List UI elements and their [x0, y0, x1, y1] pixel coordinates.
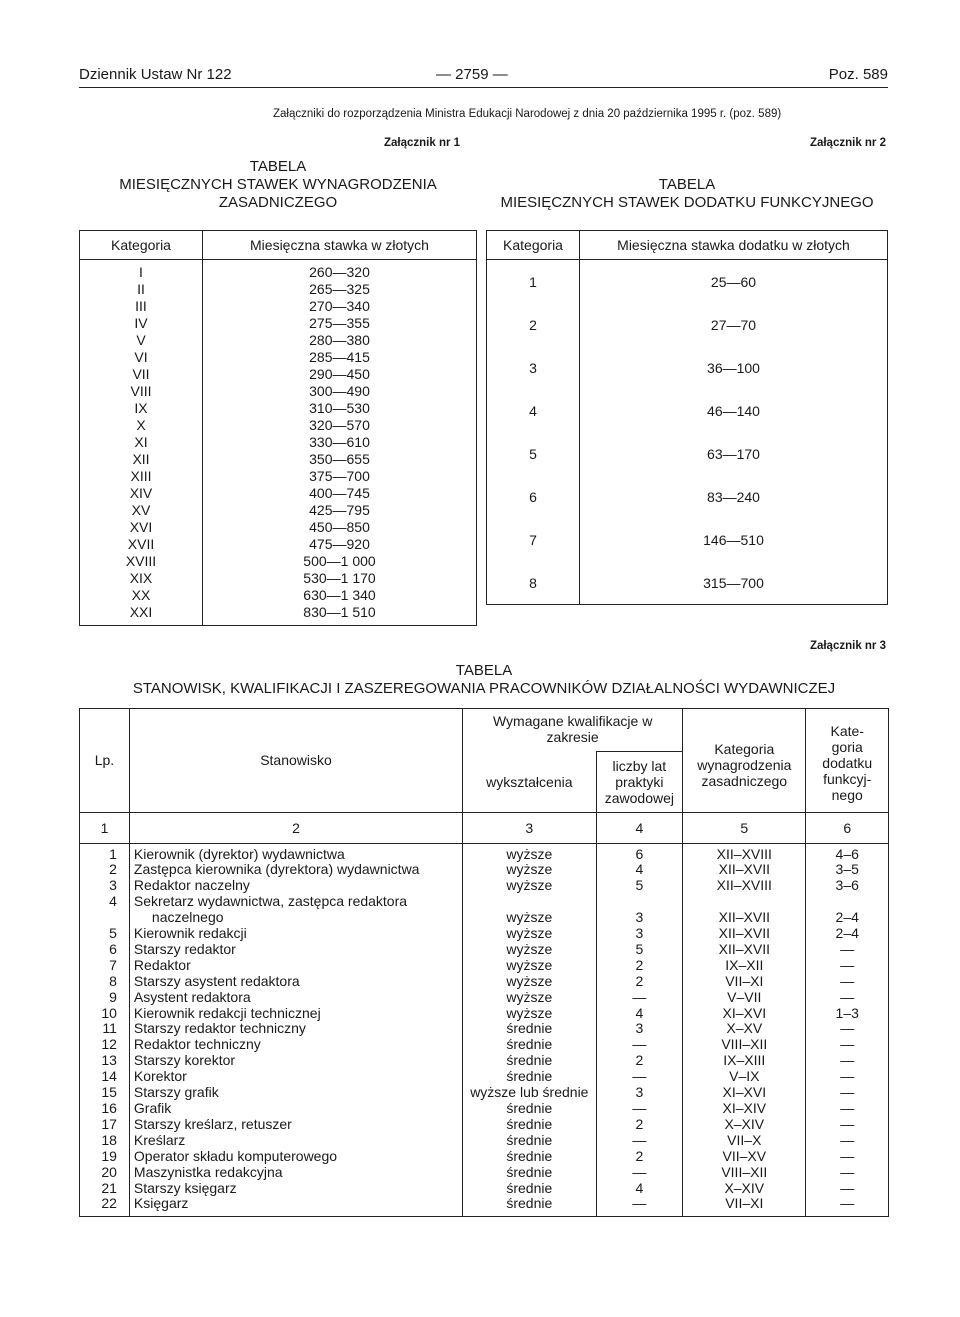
annex1-category: XXI — [80, 604, 203, 626]
annex3-praktyka: 5 — [596, 878, 683, 894]
annex3-praktyka: 6 — [596, 843, 683, 862]
table-row — [80, 604, 477, 626]
annex3-praktyka-line2: praktyki — [615, 773, 664, 790]
annex3-stanowisko: Kierownik (dyrektor) wydawnictwa — [129, 843, 462, 862]
table-row — [487, 561, 888, 605]
annex2-title-line2: MIESIĘCZNYCH STAWEK DODATKU FUNKCYJNEGO — [500, 194, 874, 211]
annex3-stanowisko: Starszy kreślarz, retuszer — [129, 1117, 462, 1133]
journal-title: Dziennik Ustaw Nr 122 — [79, 66, 232, 83]
annex3-stanowisko: Kierownik redakcji technicznej — [129, 1006, 462, 1022]
annex3-praktyka: 4 — [596, 1006, 683, 1022]
table-row — [487, 475, 888, 518]
table-row — [80, 451, 477, 468]
annex3-col-stanowisko: Stanowisko — [129, 709, 462, 813]
annex3-col-kat-dod — [806, 709, 889, 813]
annex1-category: VI — [80, 349, 203, 366]
annex3-lp: 1 — [80, 843, 130, 862]
annex1-rate: 350—655 — [203, 451, 477, 468]
annex3-label: Załącznik nr 3 — [809, 640, 886, 652]
annex3-wyksztalcenie: wyższe — [463, 974, 596, 990]
annex3-lp: 17 — [80, 1117, 130, 1133]
annex1-rate: 830—1 510 — [203, 604, 477, 626]
table-row — [80, 502, 477, 519]
annex2-category: 5 — [487, 432, 580, 475]
annex3-praktyka: — — [596, 1196, 683, 1216]
annex1-rate: 475—920 — [203, 536, 477, 553]
annex3-kat-wyn: X–XIV — [683, 1181, 806, 1197]
annex3-lp: 20 — [80, 1165, 130, 1181]
table-row — [80, 1117, 889, 1133]
annex3-kwalifikacje-line2: zakresie — [546, 729, 599, 745]
annex3-stanowisko: Starszy grafik — [129, 1085, 462, 1101]
annex1-category: VIII — [80, 383, 203, 400]
annex1-category: XI — [80, 434, 203, 451]
table-row — [80, 1181, 889, 1197]
annex3-lp: 4 — [80, 894, 130, 910]
annex3-lp: 11 — [80, 1021, 130, 1037]
annex3-colnum: 5 — [683, 812, 806, 843]
annex1-rate: 260—320 — [203, 260, 477, 282]
annex3-kat-wyn: XI–XIV — [683, 1101, 806, 1117]
table-row — [80, 894, 889, 910]
table-row — [487, 260, 888, 304]
annex2-rate: 83—240 — [580, 475, 888, 518]
table-row — [80, 434, 477, 451]
annex3-kat-wyn: XII–XVIII — [683, 843, 806, 862]
annex3-kat-wyn: XII–XVIII — [683, 878, 806, 894]
annex3-kat-dod: — — [806, 1069, 889, 1085]
annex3-praktyka: 2 — [596, 1053, 683, 1069]
annex3-kat-wyn: IX–XIII — [683, 1053, 806, 1069]
annex3-wyksztalcenie: wyższe — [463, 878, 596, 894]
annex3-colnum: 2 — [129, 812, 462, 843]
annex1-rate: 310—530 — [203, 400, 477, 417]
annex3-wyksztalcenie: średnie — [463, 1196, 596, 1216]
annex3-title-line2: STANOWISK, KWALIFIKACJI I ZASZEREGOWANIA PRACOWNIKÓW DZIAŁALNOŚCI WYDAWNICZEJ — [132, 680, 836, 697]
table-row — [487, 518, 888, 561]
annex2-rate: 25—60 — [580, 260, 888, 304]
annex1-title-line3: ZASADNICZEGO — [218, 194, 338, 211]
table-row — [80, 417, 477, 434]
annex3-col-praktyka — [596, 752, 683, 813]
table-row — [487, 303, 888, 346]
annex3-kat-wyn: VII–X — [683, 1133, 806, 1149]
annex3-kat-wyn: VIII–XII — [683, 1037, 806, 1053]
empty-cell — [463, 894, 596, 910]
annex1-category: XVIII — [80, 553, 203, 570]
annex3-wyksztalcenie: średnie — [463, 1165, 596, 1181]
annex3-praktyka: 3 — [596, 1021, 683, 1037]
annex3-praktyka: — — [596, 1101, 683, 1117]
annex3-stanowisko: Sekretarz wydawnictwa, zastępca redaktora — [129, 894, 462, 910]
table-row — [80, 468, 477, 485]
annex2-category: 7 — [487, 518, 580, 561]
annex3-lp: 2 — [80, 862, 130, 878]
annex3-kat-dod: — — [806, 1196, 889, 1216]
table-row — [80, 878, 889, 894]
table-row — [80, 366, 477, 383]
annex3-col-kat-wyn — [683, 709, 806, 813]
annex3-kat-wyn: XII–XVII — [683, 910, 806, 926]
annex2-table — [486, 230, 888, 605]
annex2-rate: 46—140 — [580, 389, 888, 432]
annex3-kat-dod: — — [806, 1133, 889, 1149]
annex3-kat-dod: 3–5 — [806, 862, 889, 878]
annex2-rate: 27—70 — [580, 303, 888, 346]
annex3-kat-dod: — — [806, 1117, 889, 1133]
annex3-kat-dod: 2–4 — [806, 926, 889, 942]
annex3-title — [79, 662, 889, 698]
annex3-lp: 18 — [80, 1133, 130, 1149]
table-row — [80, 485, 477, 502]
annex3-kat-wyn: IX–XII — [683, 958, 806, 974]
empty-cell — [683, 894, 806, 910]
annex3-wyksztalcenie: średnie — [463, 1149, 596, 1165]
annex3-stanowisko: Korektor — [129, 1069, 462, 1085]
annex3-kat-dod-line1: Kate- — [830, 723, 864, 740]
annex3-kat-dod: — — [806, 1021, 889, 1037]
annex1-col-rate: Miesięczna stawka w złotych — [203, 231, 477, 260]
annex3-colnum: 1 — [80, 812, 130, 843]
annex3-stanowisko: Maszynistka redakcyjna — [129, 1165, 462, 1181]
table-row — [487, 432, 888, 475]
annex3-kat-dod: — — [806, 958, 889, 974]
table-row — [80, 1196, 889, 1216]
table-row — [80, 400, 477, 417]
annex3-praktyka: 2 — [596, 974, 683, 990]
position-number: Poz. 589 — [828, 66, 888, 83]
annex1-category: IX — [80, 400, 203, 417]
table-row — [80, 926, 889, 942]
annex3-kat-dod: 3–6 — [806, 878, 889, 894]
annex3-praktyka-line1: liczby lat — [612, 757, 667, 774]
annex3-stanowisko: Starszy korektor — [129, 1053, 462, 1069]
annex3-kat-dod: — — [806, 990, 889, 1006]
annex1-rate: 425—795 — [203, 502, 477, 519]
annex3-lp: 16 — [80, 1101, 130, 1117]
annex3-kat-wyn: XI–XVI — [683, 1085, 806, 1101]
annex3-col-wyksztalcenia: wykształcenia — [463, 752, 596, 813]
annex3-kat-wyn: XI–XVI — [683, 1006, 806, 1022]
annex1-rate: 290—450 — [203, 366, 477, 383]
annex3-wyksztalcenie: wyższe — [463, 910, 596, 926]
annex3-lp: 22 — [80, 1196, 130, 1216]
annex3-col-kwalifikacje — [463, 709, 683, 752]
annex3-table — [79, 708, 889, 1217]
table-row — [80, 383, 477, 400]
annex3-kat-dod: 1–3 — [806, 1006, 889, 1022]
annex3-lp: 10 — [80, 1006, 130, 1022]
annex1-table — [79, 230, 477, 626]
table-row — [80, 910, 889, 926]
annex3-stanowisko: Redaktor techniczny — [129, 1037, 462, 1053]
table-row — [80, 349, 477, 366]
annex3-kat-dod: — — [806, 1101, 889, 1117]
annex3-kat-dod: 2–4 — [806, 910, 889, 926]
annex3-kat-dod-line4: funkcyj- — [823, 771, 872, 788]
annex3-wyksztalcenie: średnie — [463, 1069, 596, 1085]
annex1-category: XVI — [80, 519, 203, 536]
annex3-kat-wyn: VII–XV — [683, 1149, 806, 1165]
annex3-kwalifikacje-line1: Wymagane kwalifikacje w — [492, 713, 653, 729]
annex1-category: VII — [80, 366, 203, 383]
annex3-lp: 7 — [80, 958, 130, 974]
annex2-rate: 315—700 — [580, 561, 888, 605]
annex3-kat-wyn: X–XIV — [683, 1117, 806, 1133]
annex2-category: 3 — [487, 346, 580, 389]
annex2-col-category: Kategoria — [487, 231, 580, 260]
table-row — [80, 1006, 889, 1022]
annex3-praktyka: 3 — [596, 910, 683, 926]
annex3-wyksztalcenie: wyższe lub średnie — [463, 1085, 596, 1101]
annex3-kat-dod: — — [806, 1085, 889, 1101]
annex3-kat-wyn: VII–XI — [683, 1196, 806, 1216]
annex3-wyksztalcenie: wyższe — [463, 843, 596, 862]
annex3-stanowisko: Asystent redaktora — [129, 990, 462, 1006]
annex3-wyksztalcenie: wyższe — [463, 942, 596, 958]
annex3-praktyka: 3 — [596, 926, 683, 942]
annex3-kat-dod: 4–6 — [806, 843, 889, 862]
annex3-praktyka: — — [596, 1165, 683, 1181]
annex3-wyksztalcenie: średnie — [463, 1053, 596, 1069]
table-row — [80, 974, 889, 990]
annex3-kat-wyn: VII–XI — [683, 974, 806, 990]
annex3-wyksztalcenie: wyższe — [463, 862, 596, 878]
annex2-title — [486, 176, 888, 212]
table-row — [80, 587, 477, 604]
table-row — [80, 1021, 889, 1037]
annex3-kat-wyn: V–IX — [683, 1069, 806, 1085]
table-row — [80, 553, 477, 570]
annex3-kat-wyn: V–VII — [683, 990, 806, 1006]
annex3-stanowisko: Kreślarz — [129, 1133, 462, 1149]
annex1-rate: 630—1 340 — [203, 587, 477, 604]
table-row — [80, 281, 477, 298]
annex3-praktyka: 3 — [596, 1085, 683, 1101]
annex2-rate: 36—100 — [580, 346, 888, 389]
annex1-category: X — [80, 417, 203, 434]
annex3-stanowisko: Księgarz — [129, 1196, 462, 1216]
annex1-category: V — [80, 332, 203, 349]
annex3-stanowisko: Starszy księgarz — [129, 1181, 462, 1197]
table-row — [80, 942, 889, 958]
table-row — [80, 315, 477, 332]
annex3-praktyka: 2 — [596, 958, 683, 974]
table-row — [80, 1149, 889, 1165]
page-number: — 2759 — — [436, 66, 508, 83]
annex3-colnum: 6 — [806, 812, 889, 843]
table-row — [80, 519, 477, 536]
annex1-category: XIII — [80, 468, 203, 485]
annex3-colnum: 4 — [596, 812, 683, 843]
annex3-stanowisko: Starszy asystent redaktora — [129, 974, 462, 990]
annex3-lp: 8 — [80, 974, 130, 990]
annex3-wyksztalcenie: wyższe — [463, 1006, 596, 1022]
annex3-praktyka: 2 — [596, 1149, 683, 1165]
annex1-category: III — [80, 298, 203, 315]
table-row — [80, 1101, 889, 1117]
annex2-category: 1 — [487, 260, 580, 304]
annex1-title — [79, 158, 477, 212]
annex1-rate: 375—700 — [203, 468, 477, 485]
annex3-col-lp: Lp. — [80, 709, 130, 813]
annex3-wyksztalcenie: wyższe — [463, 958, 596, 974]
annex3-kat-dod: — — [806, 1181, 889, 1197]
annex3-stanowisko: Starszy redaktor — [129, 942, 462, 958]
annex3-praktyka: 5 — [596, 942, 683, 958]
annex3-kat-wyn-line1: Kategoria — [714, 741, 775, 758]
annex1-category: IV — [80, 315, 203, 332]
annex3-lp: 6 — [80, 942, 130, 958]
table-row — [80, 536, 477, 553]
annex3-kat-dod: — — [806, 974, 889, 990]
annex3-title-line1: TABELA — [455, 662, 513, 679]
annex3-praktyka: 2 — [596, 1117, 683, 1133]
annex3-wyksztalcenie: wyższe — [463, 926, 596, 942]
empty-cell — [806, 894, 889, 910]
annex2-category: 6 — [487, 475, 580, 518]
table-row — [80, 332, 477, 349]
annex3-stanowisko: Redaktor naczelny — [129, 878, 462, 894]
annex1-category: XIV — [80, 485, 203, 502]
annex3-wyksztalcenie: średnie — [463, 1181, 596, 1197]
annex1-category: XX — [80, 587, 203, 604]
annex1-rate: 450—850 — [203, 519, 477, 536]
annex3-kat-wyn: XII–XVII — [683, 942, 806, 958]
table-row — [487, 389, 888, 432]
annex3-praktyka: — — [596, 1133, 683, 1149]
header-rule — [79, 87, 888, 88]
annex1-rate: 530—1 170 — [203, 570, 477, 587]
annex1-col-category: Kategoria — [80, 231, 203, 260]
annex3-kat-dod: — — [806, 1053, 889, 1069]
annex3-wyksztalcenie: wyższe — [463, 990, 596, 1006]
annex3-lp: 15 — [80, 1085, 130, 1101]
annex1-category: II — [80, 281, 203, 298]
annex2-rate: 146—510 — [580, 518, 888, 561]
annex1-title-line2: MIESIĘCZNYCH STAWEK WYNAGRODZENIA — [119, 176, 437, 193]
annex1-category: XVII — [80, 536, 203, 553]
empty-cell — [596, 894, 683, 910]
annex3-colnum: 3 — [463, 812, 596, 843]
annex1-rate: 265—325 — [203, 281, 477, 298]
annex3-lp: 9 — [80, 990, 130, 1006]
annex3-kat-dod: — — [806, 1149, 889, 1165]
annex1-rate: 270—340 — [203, 298, 477, 315]
annex1-label: Załącznik nr 1 — [384, 137, 461, 149]
annex3-lp: 12 — [80, 1037, 130, 1053]
annex3-lp: 13 — [80, 1053, 130, 1069]
annex1-category: XV — [80, 502, 203, 519]
table-row — [80, 298, 477, 315]
annex3-kat-wyn: X–XV — [683, 1021, 806, 1037]
annex3-praktyka: 4 — [596, 1181, 683, 1197]
table-row — [80, 1053, 889, 1069]
table-row — [80, 1085, 889, 1101]
annex1-rate: 320—570 — [203, 417, 477, 434]
annex3-lp: 14 — [80, 1069, 130, 1085]
annex3-kat-dod: — — [806, 942, 889, 958]
annex3-kat-dod-line2: goria — [831, 739, 863, 756]
annex1-rate: 500—1 000 — [203, 553, 477, 570]
annex2-category: 4 — [487, 389, 580, 432]
annex3-kat-wyn-line2: wynagrodzenia — [697, 757, 792, 774]
regulation-note: Załączniki do rozporządzenia Ministra Edukacji Narodowej z dnia 20 października 1995 r. (poz. 589) — [273, 108, 782, 120]
table-row — [80, 1069, 889, 1085]
annex3-wyksztalcenie: średnie — [463, 1133, 596, 1149]
annex2-label: Załącznik nr 2 — [809, 137, 886, 149]
table-row — [80, 862, 889, 878]
annex1-category: XII — [80, 451, 203, 468]
annex3-wyksztalcenie: średnie — [463, 1101, 596, 1117]
annex1-category: I — [80, 260, 203, 282]
annex3-lp: 3 — [80, 878, 130, 894]
table-row — [80, 958, 889, 974]
annex1-category: XIX — [80, 570, 203, 587]
annex3-praktyka-line3: zawodowej — [604, 789, 674, 806]
annex3-lp: 19 — [80, 1149, 130, 1165]
annex1-rate: 400—745 — [203, 485, 477, 502]
annex1-title-line1: TABELA — [249, 158, 307, 175]
annex3-stanowisko: Operator składu komputerowego — [129, 1149, 462, 1165]
annex3-kat-dod-line3: dodatku — [822, 755, 873, 772]
annex3-stanowisko: Redaktor — [129, 958, 462, 974]
annex3-kat-wyn-line3: zasadniczego — [701, 773, 788, 790]
annex2-category: 8 — [487, 561, 580, 605]
annex3-stanowisko: Zastępca kierownika (dyrektora) wydawnictwa — [129, 862, 462, 878]
annex3-praktyka: 4 — [596, 862, 683, 878]
table-row — [487, 346, 888, 389]
annex3-wyksztalcenie: średnie — [463, 1037, 596, 1053]
annex3-praktyka: — — [596, 1069, 683, 1085]
annex3-kat-wyn: XII–XVII — [683, 926, 806, 942]
annex3-stanowisko-cont: naczelnego — [129, 910, 462, 926]
annex1-rate: 275—355 — [203, 315, 477, 332]
annex2-category: 2 — [487, 303, 580, 346]
table-row — [80, 570, 477, 587]
empty-cell — [80, 910, 130, 926]
annex3-kat-wyn: XII–XVII — [683, 862, 806, 878]
annex1-rate: 330—610 — [203, 434, 477, 451]
annex1-rate: 280—380 — [203, 332, 477, 349]
table-row — [80, 1133, 889, 1149]
annex3-lp: 21 — [80, 1181, 130, 1197]
annex3-stanowisko: Grafik — [129, 1101, 462, 1117]
table-row — [80, 843, 889, 862]
table-row — [80, 1037, 889, 1053]
annex3-praktyka: — — [596, 990, 683, 1006]
annex3-kat-dod-line5: nego — [831, 787, 863, 804]
annex3-wyksztalcenie: średnie — [463, 1117, 596, 1133]
table-row — [80, 1165, 889, 1181]
annex3-lp: 5 — [80, 926, 130, 942]
annex3-stanowisko: Starszy redaktor techniczny — [129, 1021, 462, 1037]
annex1-rate: 285—415 — [203, 349, 477, 366]
annex3-wyksztalcenie: średnie — [463, 1021, 596, 1037]
annex2-title-line1: TABELA — [658, 176, 716, 193]
annex3-stanowisko: Kierownik redakcji — [129, 926, 462, 942]
table-row — [80, 990, 889, 1006]
annex3-kat-dod: — — [806, 1037, 889, 1053]
annex2-col-rate: Miesięczna stawka dodatku w złotych — [580, 231, 888, 260]
annex3-kat-dod: — — [806, 1165, 889, 1181]
annex3-praktyka: — — [596, 1037, 683, 1053]
annex1-rate: 300—490 — [203, 383, 477, 400]
annex3-kat-wyn: VIII–XII — [683, 1165, 806, 1181]
annex2-rate: 63—170 — [580, 432, 888, 475]
table-row — [80, 260, 477, 282]
